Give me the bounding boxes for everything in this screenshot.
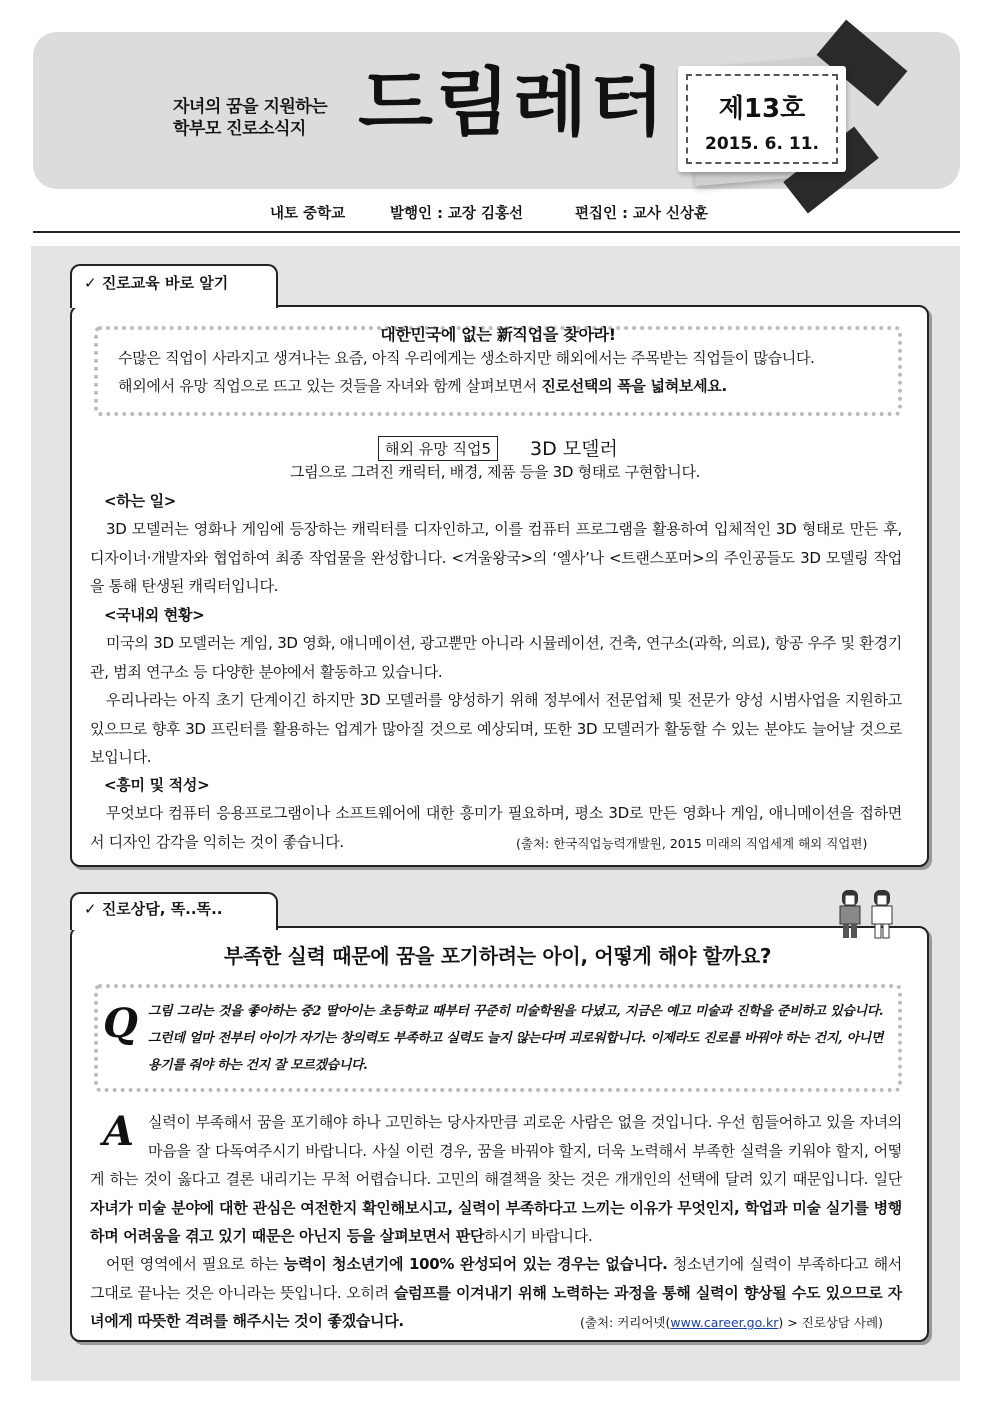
issue-number: 제13호 [718,94,806,124]
two-people-icon [836,888,900,940]
answer-para2: 어떤 영역에서 필요로 하는 능력이 청소년기에 100% 완성되어 있는 경우는 없습니다. 청소년기에 실력이 부족하다고 해서 그대로 끝나는 것은 아니라는 뜻입니다. 오히려 슬럼프를 이겨내기 위해 노력하는 과정을 통해 실력이 향상될 수도 있으므로 자녀에게 따뜻한 격려를 해주시는 것이 좋겠습니다. [90,1255,902,1330]
section2-source: (출처: 커리어넷(www.career.go.kr) > 진로상담 사례) [580,1315,883,1330]
section1-source: (출처: 한국직업능력개발원, 2015 미래의 직업세계 해외 직업편) [516,836,868,851]
checkmark-icon: ✓ [84,274,97,292]
job-label: 해외 유망 직업5 [378,436,498,461]
para-duties: 3D 모델러는 영화나 게임에 등장하는 캐릭터를 디자인하고, 이를 컴퓨터 프로그램을 활용하여 입체적인 3D 형태로 만든 후, 디자이너·개발자와 협업하여 최종 작업물을 완성합니다. <겨울왕국>의 ‘엘사’나 <트랜스포머>의 주인공들도 3D 모델링 작업을 통해 탄생된 캐릭터입니다. [90,520,902,595]
header-subtitle-line1: 자녀의 꿈을 지원하는 [173,97,328,117]
header-divider [33,231,960,233]
header-subtitle-line2: 학부모 진로소식지 [173,119,306,139]
section2-tab [70,892,278,930]
intro-line1: 수많은 직업이 사라지고 생겨나는 요즘, 아직 우리에게는 생소하지만 해외에서는 주목받는 직업들이 많습니다. [118,349,815,367]
intro-title: 대한민국에 없는 新직업을 찾아라! [380,325,616,344]
newsletter-title: 드림레터 [358,60,667,146]
counsel-headline: 부족한 실력 때문에 꿈을 포기하려는 아이, 어떻게 해야 할까요? [223,944,772,968]
intro-line2: 해외에서 유망 직업으로 뜨고 있는 것들을 자녀와 함께 살펴보면서 진로선택의 폭을 넓혀보세요. [118,377,727,395]
heading-duties: <하는 일> [104,492,177,510]
checkmark-icon: ✓ [84,900,97,918]
para-status-korea: 우리나라는 아직 초기 단계이긴 하지만 3D 모델러를 양성하기 위해 정부에서 전문업체 및 전문가 양성 시범사업을 지원하고 있으므로 향후 3D 프린터를 활용하는 업계가 많아질 것으로 예상되며, 또한 3D 모델러가 활동할 수 있는 분야도 늘어날 것으로 보입니다. [90,691,902,766]
issue-date: 2015. 6. 11. [704,134,819,154]
heading-status: <국내외 현황> [104,606,205,624]
publisher: 발행인 : 교장 김홍선 [390,206,523,222]
job-name: 3D 모델러 [530,438,618,460]
para-aptitude: 무엇보다 컴퓨터 응용프로그램이나 소프트웨어에 대한 흥미가 필요하며, 평소 3D로 만든 영화나 게임, 애니메이션을 접하면서 디자인 감각을 익히는 것이 좋습니다. [90,804,902,851]
section2-tab-label: 진로상담, 똑..똑.. [101,900,223,918]
careernet-link[interactable]: www.career.go.kr [670,1315,779,1330]
editor: 편집인 : 교사 신상훈 [575,206,708,222]
question-text: 그림 그리는 것을 좋아하는 중2 딸아이는 초등학교 때부터 꾸준히 미술학원을 다녔고, 지금은 예고 미술과 진학을 준비하고 있습니다. 그런데 얼마 전부터 아이가 자기는 창의력도 부족하고 실력도 늘지 않는다며 괴로워합니다. 이제라도 진로를 바꿔야 하는 건지, 아니면 용기를 줘야 하는 건지 잘 모르겠습니다. [148,1004,883,1073]
question-mark-q: Q [103,1000,138,1047]
issue-card [678,66,846,172]
school-name: 내토 중학교 [270,206,346,222]
job-description: 그림으로 그려진 캐릭터, 배경, 제품 등을 3D 형태로 구현합니다. [289,463,701,481]
answer-mark-a: A [103,1108,135,1155]
section1-tab [70,264,278,308]
heading-aptitude: <흥미 및 적성> [104,776,210,794]
section1-tab-label: 진로교육 바로 알기 [101,274,229,292]
para-status-us: 미국의 3D 모델러는 게임, 3D 영화, 애니메이션, 광고뿐만 아니라 시뮬레이션, 건축, 연구소(과학, 의료), 항공 우주 및 환경기관, 범죄 연구소 등 다양한 분야에서 활동하고 있습니다. [90,634,902,681]
answer-para1: 실력이 부족해서 꿈을 포기해야 하나 고민하는 당사자만큼 괴로운 사람은 없을 것입니다. 우선 힘들어하고 있을 자녀의 마음을 잘 다독여주시기 바랍니다. 사실 이런 경우, 꿈을 바꿔야 할지, 더욱 노력해서 부족한 실력을 키워야 할지, 어떻게 하는 것이 옳다고 결론 내리기는 무척 어렵습니다. 고민의 해결책을 찾는 것은 개개인의 선택에 달려 있기 때문입니다. 일단 자녀가 미술 분야에 대한 관심은 여전한지 확인해보시고, 실력이 부족하다고 느끼는 이유가 무엇인지, 학업과 미술 실기를 병행하며 어려움을 겪고 있기 때문은 아닌지 등을 살펴보면서 판단하시기 바랍니다. [90,1113,902,1245]
